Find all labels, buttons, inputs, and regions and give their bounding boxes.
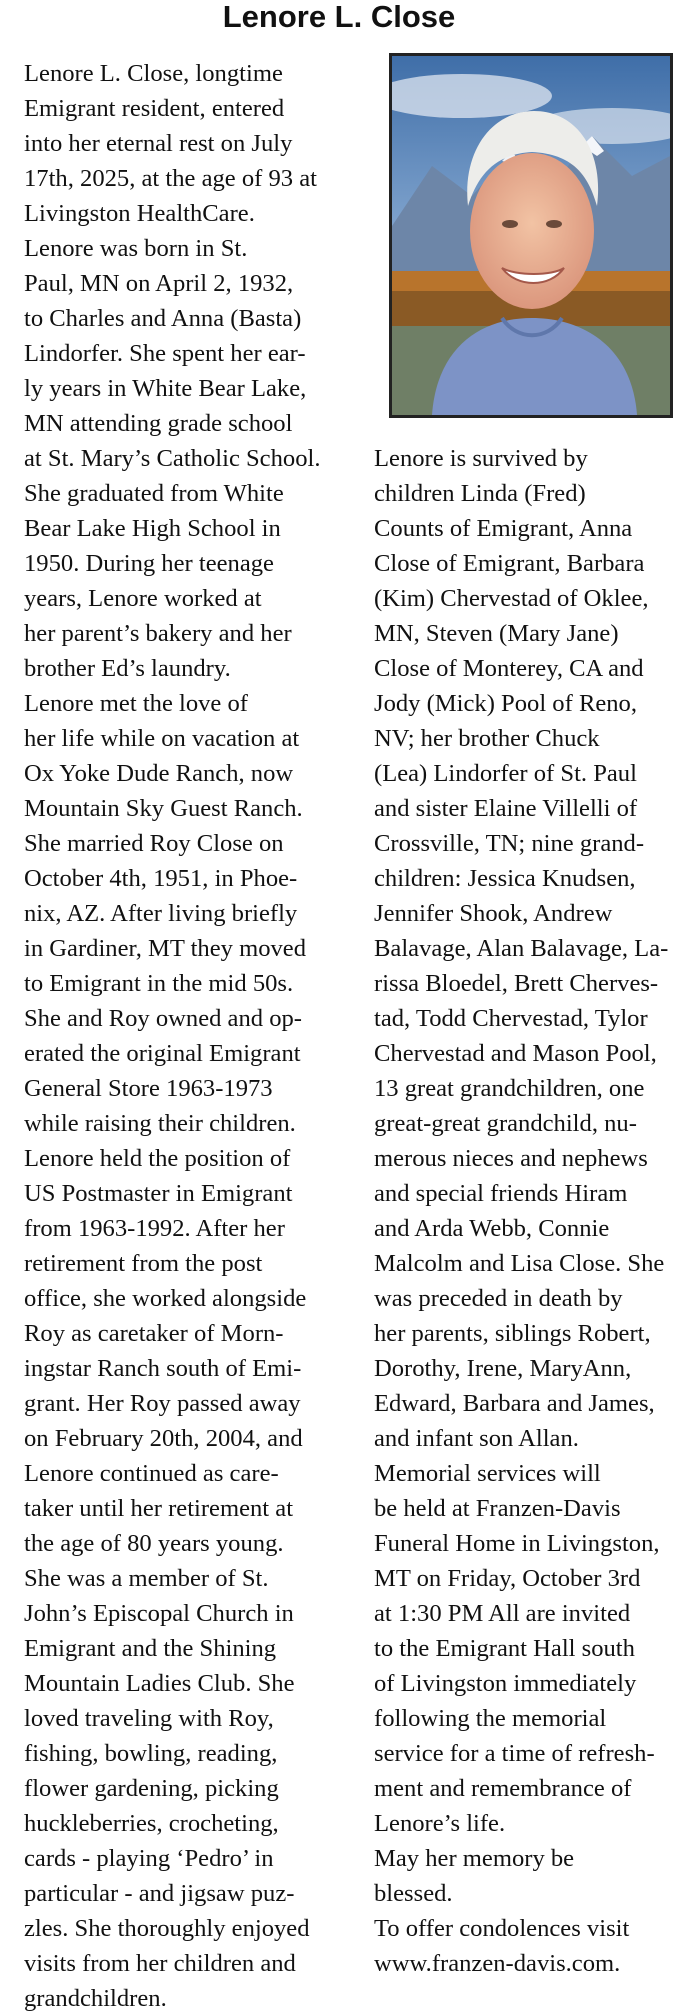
text-line: Ox Yoke Dude Ranch, now bbox=[24, 760, 294, 787]
text-line: brother Ed’s laundry. bbox=[24, 655, 231, 682]
text-line: Close of Emigrant, Barbara bbox=[374, 550, 645, 577]
condolences-link[interactable]: www.franzen-davis.com. bbox=[374, 1950, 621, 1977]
text-line: MN attending grade school bbox=[24, 410, 293, 437]
text-line: blessed. bbox=[374, 1880, 453, 1907]
text-line: Lenore is survived by bbox=[374, 445, 588, 472]
text-line: erated the original Emigrant bbox=[24, 1040, 301, 1067]
text-line: (Lea) Lindorfer of St. Paul bbox=[374, 760, 637, 787]
text-line: Lenore held the position of bbox=[24, 1145, 291, 1172]
text-line: Chervestad and Mason Pool, bbox=[374, 1040, 657, 1067]
text-line: was preceded in death by bbox=[374, 1285, 623, 1312]
text-line: huckleberries, crocheting, bbox=[24, 1810, 279, 1837]
text-line: to Emigrant in the mid 50s. bbox=[24, 970, 294, 997]
text-line: of Livingston immediately bbox=[374, 1670, 637, 1697]
text-line: and sister Elaine Villelli of bbox=[374, 795, 638, 822]
text-line: while raising their children. bbox=[24, 1110, 296, 1137]
paragraph-blessing bbox=[352, 1841, 678, 1911]
paragraph-memorial-services bbox=[352, 1456, 678, 1841]
text-line: John’s Episcopal Church in bbox=[24, 1600, 294, 1627]
text-line: grant. Her Roy passed away bbox=[24, 1390, 301, 1417]
text-line: into her eternal rest on July bbox=[24, 130, 293, 157]
text-line: flower gardening, picking bbox=[24, 1775, 279, 1802]
paragraph-interests bbox=[2, 1561, 330, 2016]
text-line: 13 great grandchildren, one bbox=[374, 1075, 645, 1102]
text-line: years, Lenore worked at bbox=[24, 585, 262, 612]
text-line: Emigrant resident, entered bbox=[24, 95, 285, 122]
text-line: to Charles and Anna (Basta) bbox=[24, 305, 302, 332]
text-line: rissa Bloedel, Brett Cherves- bbox=[374, 970, 659, 997]
text-line: and Arda Webb, Connie bbox=[374, 1215, 610, 1242]
text-line: May her memory be bbox=[374, 1845, 575, 1872]
text-line: MT on Friday, October 3rd bbox=[374, 1565, 641, 1592]
paragraph-intro bbox=[2, 56, 330, 231]
text-line: Paul, MN on April 2, 1932, bbox=[24, 270, 294, 297]
text-line: her parent’s bakery and her bbox=[24, 620, 292, 647]
text-line: great-great grandchild, nu- bbox=[374, 1110, 637, 1137]
paragraph-marriage-career bbox=[2, 686, 330, 1561]
text-line: Balavage, Alan Balavage, La- bbox=[374, 935, 669, 962]
text-line: service for a time of refresh- bbox=[374, 1740, 655, 1767]
text-line: her life while on vacation at bbox=[24, 725, 300, 752]
text-line: Mountain Sky Guest Ranch. bbox=[24, 795, 303, 822]
text-line: taker until her retirement at bbox=[24, 1495, 294, 1522]
text-line: nix, AZ. After living briefly bbox=[24, 900, 298, 927]
text-line: (Kim) Chervestad of Oklee, bbox=[374, 585, 649, 612]
text-line: Edward, Barbara and James, bbox=[374, 1390, 655, 1417]
text-line: Dorothy, Irene, MaryAnn, bbox=[374, 1355, 632, 1382]
text-line: Livingston HealthCare. bbox=[24, 200, 255, 227]
text-line: Lenore was born in St. bbox=[24, 235, 248, 262]
text-line: Crossville, TN; nine grand- bbox=[374, 830, 645, 857]
text-line: at St. Mary’s Catholic School. bbox=[24, 445, 321, 472]
text-line: ingstar Ranch south of Emi- bbox=[24, 1355, 302, 1382]
text-line: Funeral Home in Livingston, bbox=[374, 1530, 660, 1557]
paragraph-condolences bbox=[352, 1911, 678, 1981]
text-line: NV; her brother Chuck bbox=[374, 725, 600, 752]
text-line: her parents, siblings Robert, bbox=[374, 1320, 651, 1347]
text-line: loved traveling with Roy, bbox=[24, 1705, 274, 1732]
portrait-photo bbox=[389, 53, 673, 418]
text-line: Counts of Emigrant, Anna bbox=[374, 515, 633, 542]
text-line: and special friends Hiram bbox=[374, 1180, 628, 1207]
text-line: and infant son Allan. bbox=[374, 1425, 579, 1452]
left-column bbox=[2, 56, 330, 2016]
text-line: Jody (Mick) Pool of Reno, bbox=[374, 690, 638, 717]
text-line: Malcolm and Lisa Close. She bbox=[374, 1250, 665, 1277]
paragraph-survivors bbox=[352, 441, 678, 1456]
text-line: She married Roy Close on bbox=[24, 830, 284, 857]
text-line: She graduated from White bbox=[24, 480, 284, 507]
text-line: merous nieces and nephews bbox=[374, 1145, 648, 1172]
obituary-title: Lenore L. Close bbox=[222, 0, 456, 34]
text-line: Lenore met the love of bbox=[24, 690, 248, 717]
text-line: ment and remembrance of bbox=[374, 1775, 632, 1802]
text-line: Roy as caretaker of Morn- bbox=[24, 1320, 284, 1347]
text-line: October 4th, 1951, in Phoe- bbox=[24, 865, 298, 892]
text-line: in Gardiner, MT they moved bbox=[24, 935, 307, 962]
text-line: She and Roy owned and op- bbox=[24, 1005, 303, 1032]
text-line: Jennifer Shook, Andrew bbox=[374, 900, 613, 927]
text-line: MN, Steven (Mary Jane) bbox=[374, 620, 619, 647]
text-line: Memorial services will bbox=[374, 1460, 601, 1487]
text-line: be held at Franzen-Davis bbox=[374, 1495, 621, 1522]
text-line: tad, Todd Chervestad, Tylor bbox=[374, 1005, 648, 1032]
text-line: particular - and jigsaw puz- bbox=[24, 1880, 295, 1907]
paragraph-early-life bbox=[2, 231, 330, 686]
text-line: To offer condolences visit bbox=[374, 1915, 630, 1942]
text-line: retirement from the post bbox=[24, 1250, 263, 1277]
text-line: cards - playing ‘Pedro’ in bbox=[24, 1845, 274, 1872]
text-line: Mountain Ladies Club. She bbox=[24, 1670, 295, 1697]
text-line: Emigrant and the Shining bbox=[24, 1635, 277, 1662]
right-column bbox=[352, 441, 678, 1981]
text-line: 17th, 2025, at the age of 93 at bbox=[24, 165, 317, 192]
text-line: 1950. During her teenage bbox=[24, 550, 274, 577]
text-line: office, she worked alongside bbox=[24, 1285, 307, 1312]
text-line: the age of 80 years young. bbox=[24, 1530, 284, 1557]
text-line: following the memorial bbox=[374, 1705, 607, 1732]
text-line: US Postmaster in Emigrant bbox=[24, 1180, 293, 1207]
text-line: Lenore’s life. bbox=[374, 1810, 506, 1837]
text-line: Lenore L. Close, longtime bbox=[24, 60, 283, 87]
text-line: Close of Monterey, CA and bbox=[374, 655, 644, 682]
text-line: grandchildren. bbox=[24, 1985, 167, 2012]
text-line: General Store 1963-1973 bbox=[24, 1075, 273, 1102]
text-line: zles. She thoroughly enjoyed bbox=[24, 1915, 310, 1942]
text-line: on February 20th, 2004, and bbox=[24, 1425, 303, 1452]
text-line: fishing, bowling, reading, bbox=[24, 1740, 278, 1767]
text-line: children Linda (Fred) bbox=[374, 480, 586, 507]
text-line: Bear Lake High School in bbox=[24, 515, 281, 542]
text-line: at 1:30 PM All are invited bbox=[374, 1600, 631, 1627]
text-line: Lindorfer. She spent her ear- bbox=[24, 340, 306, 367]
text-line: Lenore continued as care- bbox=[24, 1460, 279, 1487]
text-line: from 1963-1992. After her bbox=[24, 1215, 285, 1242]
text-line: ly years in White Bear Lake, bbox=[24, 375, 307, 402]
text-line: to the Emigrant Hall south bbox=[374, 1635, 635, 1662]
text-line: She was a member of St. bbox=[24, 1565, 269, 1592]
text-line: children: Jessica Knudsen, bbox=[374, 865, 636, 892]
portrait-illustration bbox=[392, 56, 670, 415]
text-line: visits from her children and bbox=[24, 1950, 296, 1977]
